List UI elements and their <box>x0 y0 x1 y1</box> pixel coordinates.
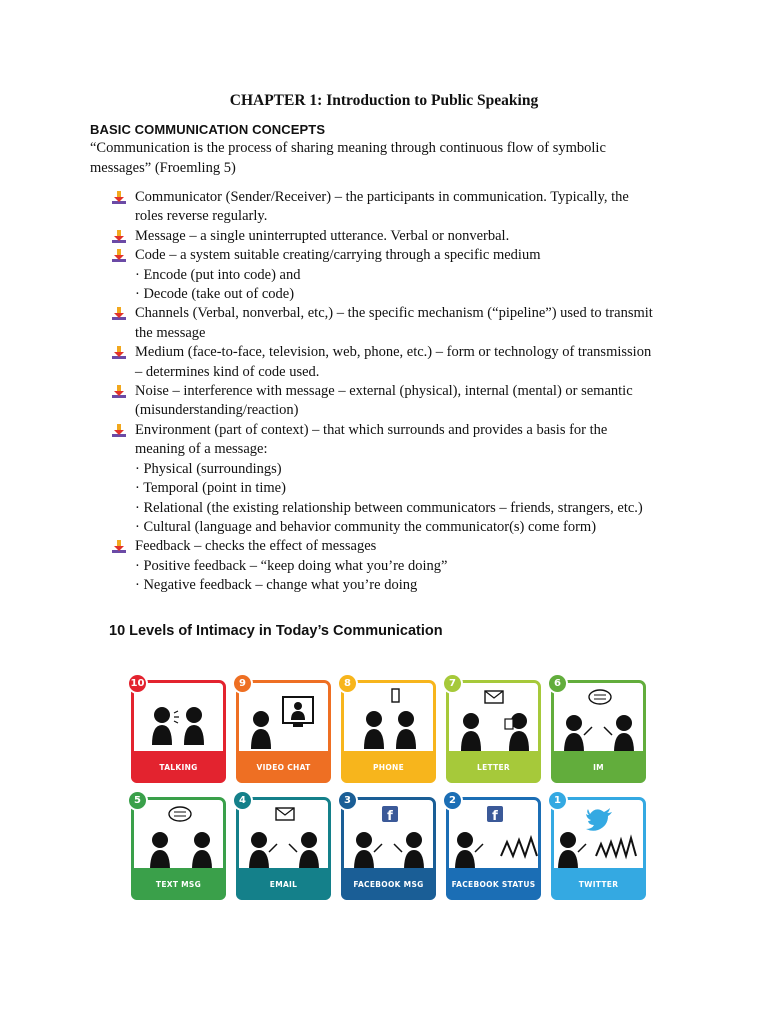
video-chat-icon <box>239 683 328 751</box>
concept-text: Feedback – checks the effect of messages <box>135 538 377 555</box>
bullet-arrow-icon <box>112 385 126 399</box>
svg-text:f: f <box>492 809 498 824</box>
concept-list <box>112 188 692 596</box>
level-badge: 3 <box>337 790 358 811</box>
intimacy-tile <box>236 675 337 780</box>
concept-text: Channels (Verbal, nonverbal, etc,) – the specific mechanism (“pipeline”) used to transmit <box>135 305 653 322</box>
concept-text: roles reverse regularly. <box>135 208 268 225</box>
concept-item <box>112 343 692 382</box>
tile-label: TEXT MSG <box>131 868 226 900</box>
level-badge: 4 <box>232 790 253 811</box>
concept-subitem: · Decode (take out of code) <box>135 286 295 303</box>
concept-text: Message – a single uninterrupted utterance. Verbal or nonverbal. <box>135 227 510 244</box>
concept-text: Environment (part of context) – that which surrounds and provides a basis for the <box>135 421 608 438</box>
tile-label: TWITTER <box>551 868 646 900</box>
concept-subitem: · Negative feedback – change what you’re doing <box>135 577 418 594</box>
tile-label: VIDEO CHAT <box>236 751 331 783</box>
definition-quote <box>90 139 650 178</box>
bullet-arrow-icon <box>112 424 126 438</box>
level-badge: 6 <box>547 673 568 694</box>
section-heading: BASIC COMMUNICATION CONCEPTS <box>90 122 326 137</box>
bullet-arrow-icon <box>112 307 126 321</box>
concept-item <box>112 421 692 537</box>
concept-item <box>112 382 692 421</box>
im-icon <box>554 683 643 751</box>
tile-label: FACEBOOK MSG <box>341 868 436 900</box>
concept-text: meaning of a message: <box>135 441 268 458</box>
bullet-arrow-icon <box>112 249 126 263</box>
concept-text: – determines kind of code used. <box>135 363 320 380</box>
concept-text: Noise – interference with message – external (physical), internal (mental) or semantic <box>135 383 633 400</box>
phone-icon <box>344 683 433 751</box>
concept-item <box>112 304 692 343</box>
intimacy-tile <box>446 675 547 780</box>
level-badge: 8 <box>337 673 358 694</box>
concept-text: Communicator (Sender/Receiver) – the participants in communication. Typically, the <box>135 189 629 205</box>
intimacy-tile <box>131 792 232 897</box>
tile-label: EMAIL <box>236 868 331 900</box>
intimacy-tile <box>341 675 442 780</box>
level-badge: 10 <box>127 673 148 694</box>
tile-label: FACEBOOK STATUS <box>446 868 541 900</box>
concept-text: Medium (face-to-face, television, web, phone, etc.) – form or technology of transmission <box>135 344 652 361</box>
concept-text: Code – a system suitable creating/carrying through a specific medium <box>135 247 541 264</box>
bullet-arrow-icon <box>112 191 126 205</box>
level-badge: 9 <box>232 673 253 694</box>
tile-label: IM <box>551 751 646 783</box>
level-badge: 1 <box>547 790 568 811</box>
intimacy-tile <box>131 675 232 780</box>
concept-subitem: · Temporal (point in time) <box>135 480 286 497</box>
text-msg-icon <box>134 800 223 868</box>
concept-text: (misunderstanding/reaction) <box>135 402 299 419</box>
concept-text: the message <box>135 324 206 341</box>
concept-subitem: · Physical (surroundings) <box>135 460 282 477</box>
intimacy-tile <box>551 792 652 897</box>
level-badge: 7 <box>442 673 463 694</box>
concept-item <box>112 188 692 227</box>
bullet-arrow-icon <box>112 540 126 554</box>
intimacy-levels-grid <box>131 675 663 905</box>
letter-icon <box>449 683 538 751</box>
tile-label: PHONE <box>341 751 436 783</box>
twitter-icon <box>554 800 643 868</box>
concept-subitem: · Relational (the existing relationship between communicators – friends, strangers, etc.) <box>135 499 643 516</box>
concept-subitem: · Encode (put into code) and <box>135 266 301 283</box>
concept-subitem: · Positive feedback – “keep doing what you’re doing” <box>135 557 448 574</box>
intimacy-tile <box>236 792 337 897</box>
email-icon <box>239 800 328 868</box>
talking-icon <box>134 683 223 751</box>
level-badge: 5 <box>127 790 148 811</box>
concept-subitem: · Cultural (language and behavior community the communicator(s) come form) <box>135 518 597 535</box>
intimacy-tile <box>551 675 652 780</box>
chapter-title: CHAPTER 1: Introduction to Public Speaking <box>229 92 539 109</box>
quote-line: “Communication is the process of sharing meaning through continuous flow of symbolic <box>90 140 606 156</box>
concept-item <box>112 246 692 304</box>
quote-line: messages” (Froemling 5) <box>90 159 236 176</box>
svg-text:f: f <box>387 809 393 824</box>
infographic-title: 10 Levels of Intimacy in Today’s Communication <box>109 623 443 639</box>
facebook-msg-icon <box>344 800 433 868</box>
concept-item <box>112 537 692 595</box>
intimacy-tile <box>446 792 547 897</box>
bullet-arrow-icon <box>112 346 126 360</box>
tile-label: TALKING <box>131 751 226 783</box>
intimacy-tile <box>341 792 442 897</box>
tile-label: LETTER <box>446 751 541 783</box>
concept-item <box>112 227 692 246</box>
level-badge: 2 <box>442 790 463 811</box>
bullet-arrow-icon <box>112 230 126 244</box>
facebook-status-icon <box>449 800 538 868</box>
